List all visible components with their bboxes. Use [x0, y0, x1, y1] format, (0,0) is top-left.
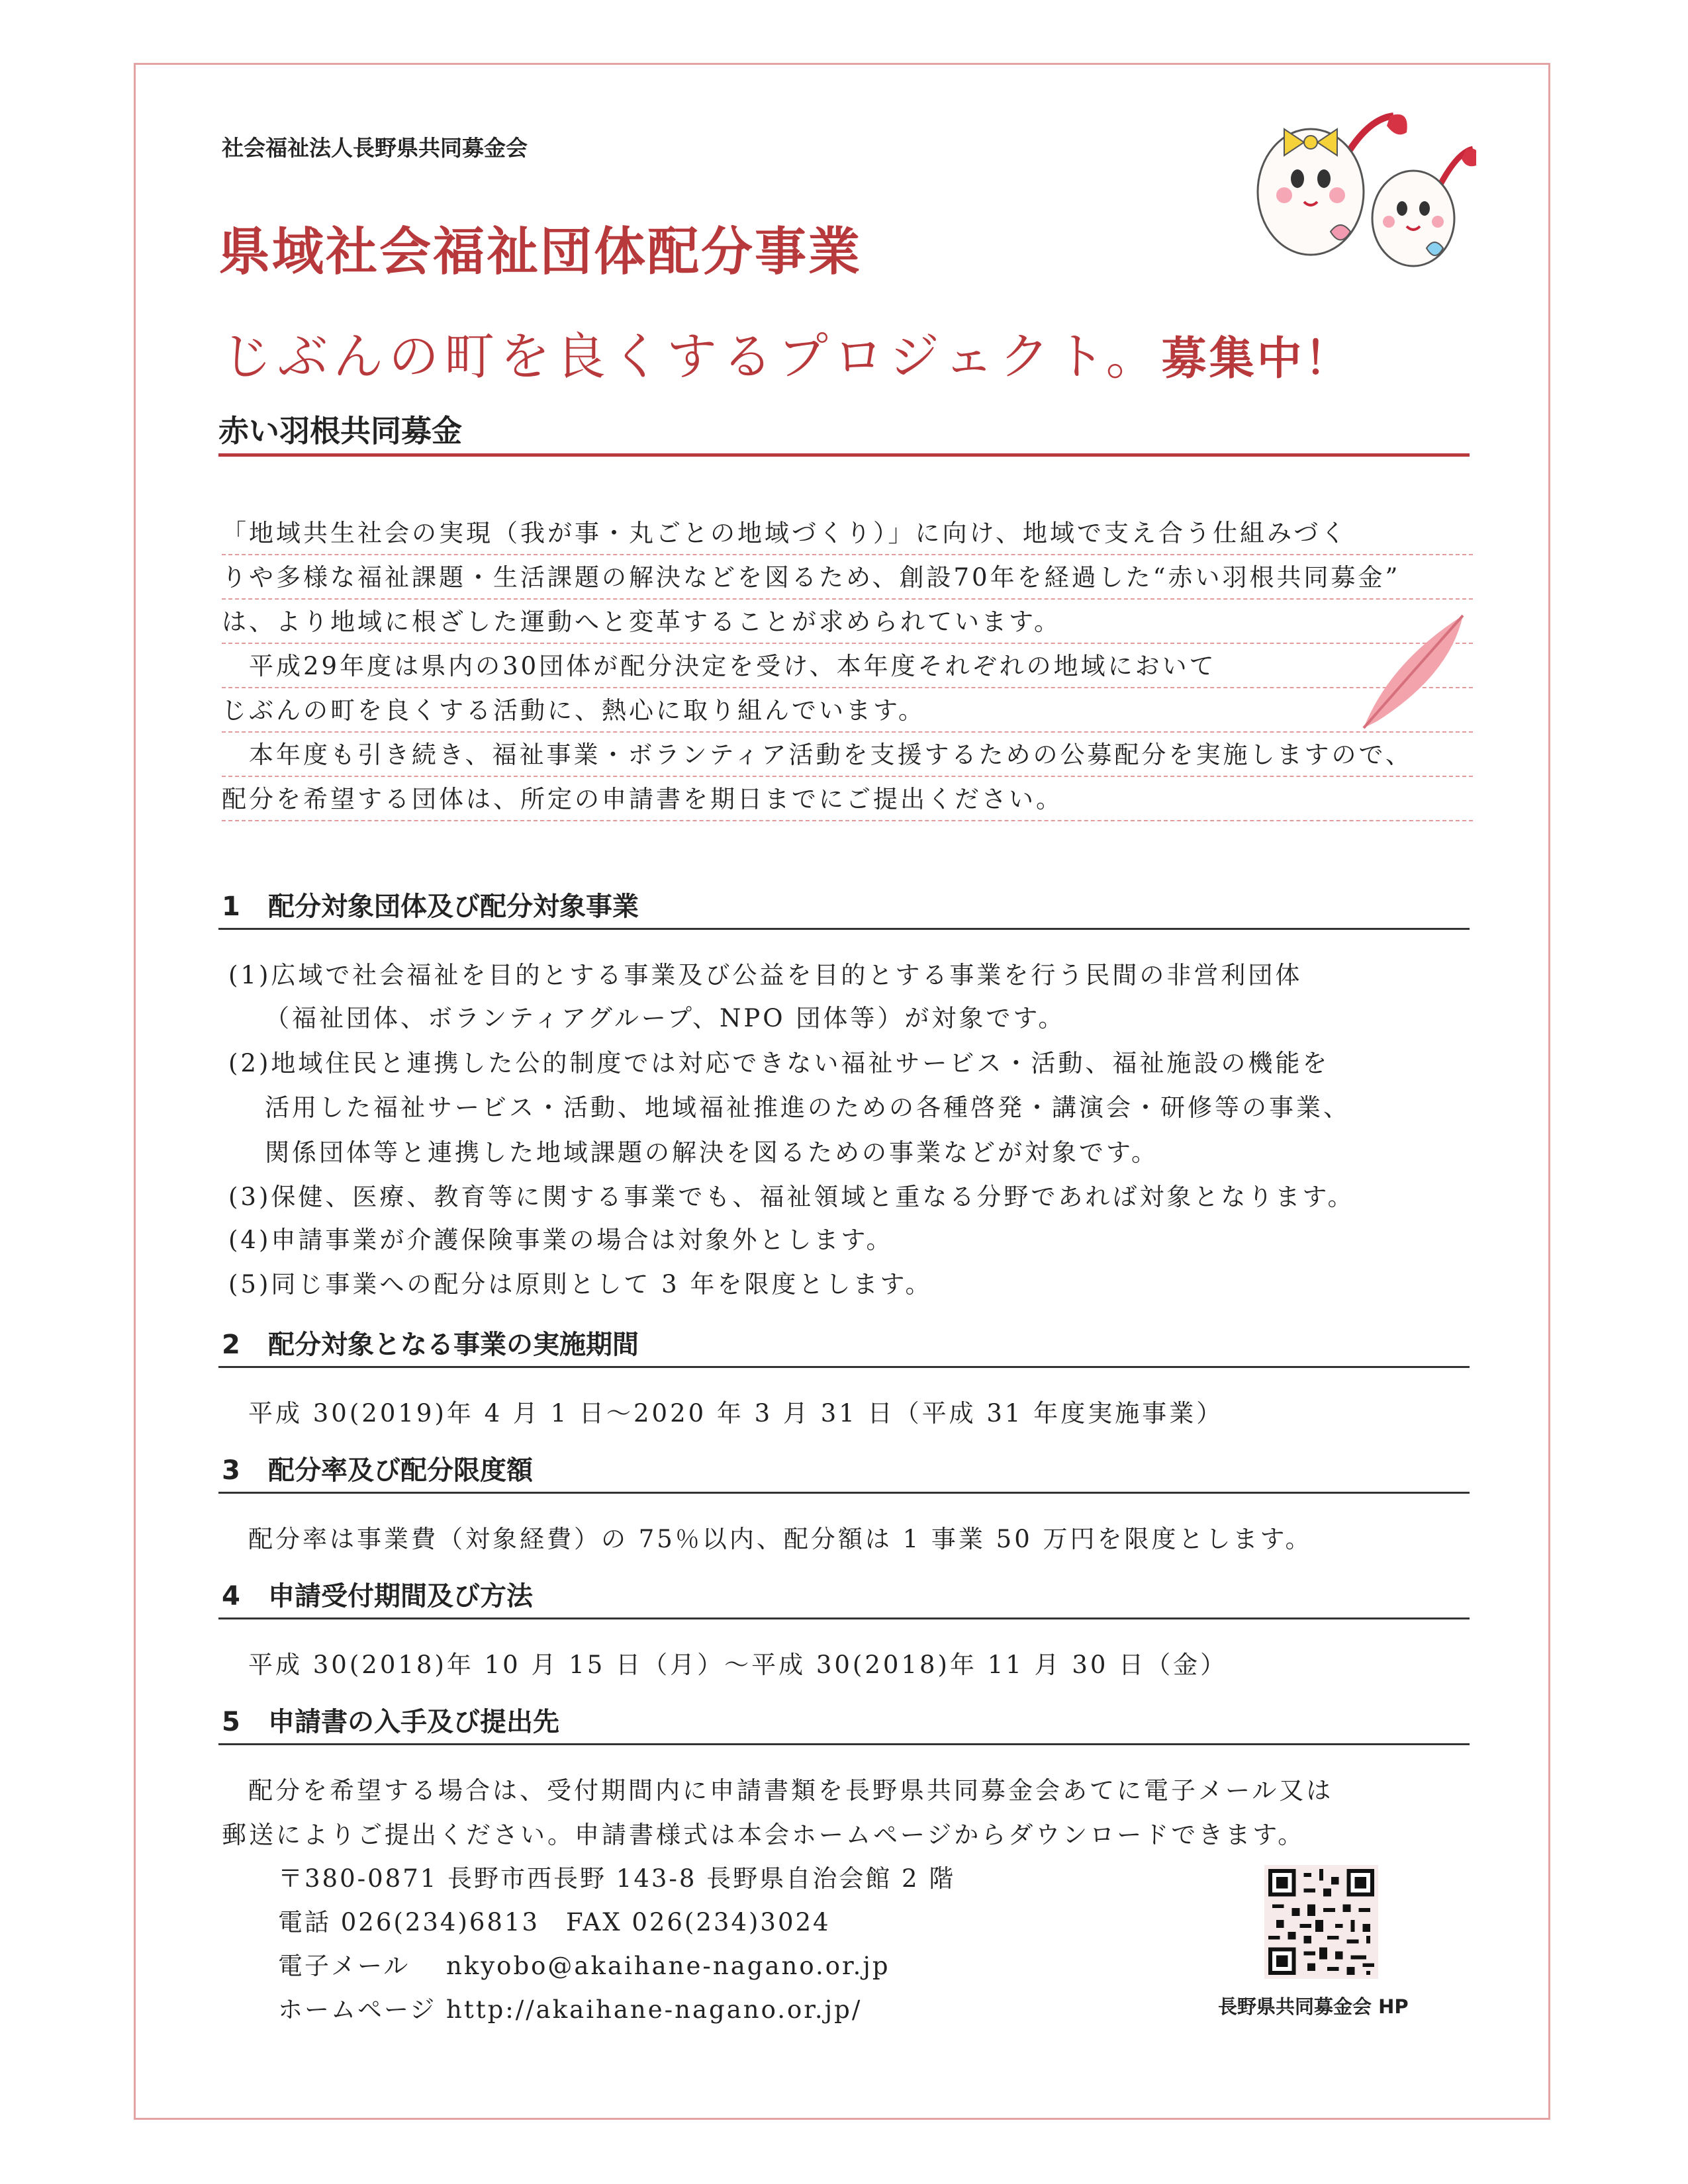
- submission-text: 配分を希望する場合は、受付期間内に申請書類を長野県共同募金会あてに電子メール又は: [248, 1776, 1334, 1805]
- red-feather-icon: [1350, 602, 1470, 735]
- section-title: 申請書の入手及び提出先: [268, 1707, 559, 1737]
- section-3-heading: [222, 1449, 533, 1487]
- contact-homepage[interactable]: ホームページ http://akaihane-nagano.or.jp/: [278, 1995, 863, 2024]
- intro-line: じぶんの町を良くする活動に、熱心に取り組んでいます。: [222, 690, 1473, 733]
- qr-code-icon[interactable]: [1264, 1865, 1378, 1979]
- section-title: 配分対象となる事業の実施期間: [268, 1330, 639, 1360]
- section-rule: [218, 1617, 1470, 1619]
- list-item: 活用した福祉サービス・活動、地域福祉推進のための各種啓発・講演会・研修等の事業、: [265, 1093, 1350, 1122]
- section-number: 5: [222, 1707, 240, 1737]
- list-item: (5)同じ事業への配分は原則として 3 年を限度とします。: [228, 1270, 933, 1298]
- subtitle-main: じぶんの町を良くするプロジェクト。: [222, 327, 1162, 386]
- organization-name: 社会福祉法人長野県共同募金会: [222, 135, 528, 161]
- section-rule: [218, 928, 1470, 930]
- subtitle-recruiting: 募集中！: [1161, 332, 1352, 385]
- contact-phone: 電話 026(234)6813 FAX 026(234)3024: [278, 1908, 831, 1936]
- section-number: 1: [222, 891, 240, 922]
- list-item: (3)保健、医療、教育等に関する事業でも、福祉領域と重なる分野であれば対象となります。: [228, 1183, 1355, 1211]
- section-number: 4: [222, 1581, 240, 1612]
- heading-underline: [218, 453, 1470, 457]
- intro-line: は、より地域に根ざした運動へと変革することが求められています。: [222, 602, 1473, 644]
- submission-text: 郵送によりご提出ください。申請書様式は本会ホームページからダウンロードできます。: [222, 1821, 1305, 1849]
- qr-code-label: 長野県共同募金会 HP: [1218, 1995, 1409, 2018]
- project-subtitle: [222, 316, 1352, 388]
- contact-email[interactable]: 電子メール nkyobo@akaihane-nagano.or.jp: [278, 1952, 890, 1980]
- section-title: 配分率及び配分限度額: [268, 1455, 533, 1486]
- section-2-heading: [222, 1324, 639, 1361]
- section-1-heading: [222, 886, 639, 923]
- intro-line: 平成29年度は県内の30団体が配分決定を受け、本年度それぞれの地域において: [222, 646, 1473, 688]
- implementation-period: 平成 30(2019)年 4 月 1 日～2020 年 3 月 31 日（平成 31 年度実施事業）: [248, 1399, 1224, 1428]
- contact-address: 〒380-0871 長野市西長野 143-8 長野県自治会館 2 階: [278, 1864, 956, 1893]
- list-item: (2)地域住民と連携した公的制度では対応できない福祉サービス・活動、福祉施設の機能を: [228, 1049, 1330, 1077]
- allocation-rate: 配分率は事業費（対象経費）の 75％以内、配分額は 1 事業 50 万円を限度とします。: [248, 1525, 1313, 1553]
- section-4-heading: [222, 1575, 533, 1613]
- red-feather-heading: 赤い羽根共同募金: [218, 413, 462, 449]
- list-item: (4)申請事業が介護保険事業の場合は対象外とします。: [228, 1226, 894, 1254]
- section-5-heading: [222, 1701, 559, 1739]
- section-title: 配分対象団体及び配分対象事業: [268, 891, 639, 922]
- intro-line: 本年度も引き続き、福祉事業・ボランティア活動を支援するための公募配分を実施しますので、: [222, 735, 1473, 777]
- list-item: 関係団体等と連携した地域課題の解決を図るための事業などが対象です。: [265, 1138, 1159, 1167]
- section-rule: [218, 1366, 1470, 1368]
- application-period: 平成 30(2018)年 10 月 15 日（月）～平成 30(2018)年 11 月 30 日（金）: [248, 1651, 1228, 1679]
- list-item: （福祉団体、ボランティアグループ、NPO 団体等）が対象です。: [265, 1004, 1066, 1032]
- section-rule: [218, 1492, 1470, 1494]
- section-rule: [218, 1743, 1470, 1745]
- page-title: 県域社会福祉団体配分事業: [218, 222, 863, 282]
- mascot-characters-illustration: [1238, 113, 1476, 271]
- list-item: (1)広域で社会福祉を目的とする事業及び公益を目的とする事業を行う民間の非営利団体: [228, 961, 1303, 989]
- intro-line: 「地域共生社会の実現（我が事・丸ごとの地域づくり）」に向け、地域で支え合う仕組みづく: [222, 513, 1473, 555]
- intro-line: 配分を希望する団体は、所定の申請書を期日までにご提出ください。: [222, 779, 1473, 821]
- section-title: 申請受付期間及び方法: [268, 1581, 533, 1612]
- section-number: 3: [222, 1455, 240, 1486]
- section-number: 2: [222, 1330, 240, 1360]
- intro-line: りや多様な福祉課題・生活課題の解決などを図るため、創設70年を経過した“赤い羽根共同募金”: [222, 557, 1473, 600]
